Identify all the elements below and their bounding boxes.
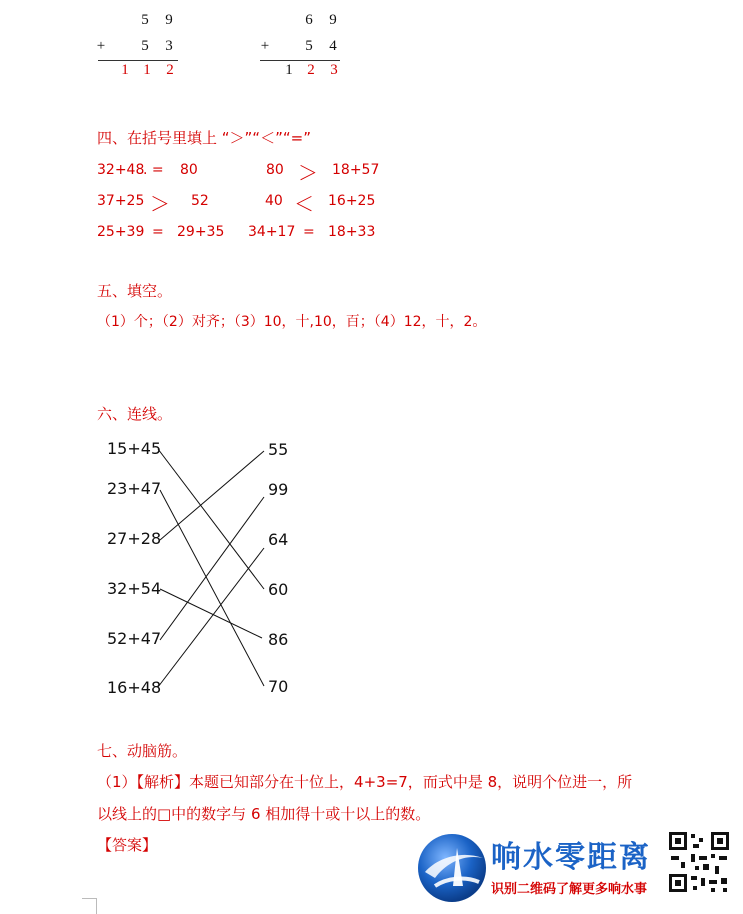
expr: 34+17 bbox=[248, 224, 296, 240]
watermark-subtitle: 识别二维码了解更多响水事 bbox=[491, 882, 648, 897]
right-value: 55 bbox=[268, 440, 289, 459]
watermark-title: 响水零距离 bbox=[491, 840, 651, 875]
plus-sign: + bbox=[260, 38, 270, 54]
op: ＞ bbox=[150, 192, 170, 216]
match-line bbox=[160, 589, 262, 638]
expr: 37+25 bbox=[97, 193, 145, 209]
right-value: 60 bbox=[268, 580, 289, 599]
digit: 2 bbox=[307, 62, 315, 78]
digit: 6 bbox=[305, 12, 313, 28]
match-line bbox=[158, 548, 264, 687]
expr: 40 bbox=[265, 193, 283, 209]
page-corner-mark bbox=[96, 898, 97, 914]
op: ＞ bbox=[298, 161, 318, 185]
left-expr: 16+48 bbox=[107, 678, 162, 697]
digit: 4 bbox=[329, 38, 337, 54]
expr: 18+33 bbox=[328, 224, 376, 240]
left-expr: 32+54 bbox=[107, 579, 162, 598]
expr: 80 bbox=[180, 162, 198, 178]
right-value: 86 bbox=[268, 630, 289, 649]
op: = bbox=[152, 224, 164, 240]
digit: 5 bbox=[141, 38, 149, 54]
digit: 3 bbox=[165, 38, 173, 54]
left-expr: 15+45 bbox=[107, 439, 162, 458]
section5-answer: （1）个；（2）对齐；（3）10，十,10，百；（4）12，十，2。 bbox=[97, 314, 487, 330]
digit: 1 bbox=[285, 62, 293, 78]
digit: 1 bbox=[121, 62, 129, 78]
watermark bbox=[413, 828, 743, 908]
page-corner-mark bbox=[82, 898, 96, 899]
section6-heading: 六、连线。 bbox=[97, 405, 173, 423]
digit: 3 bbox=[330, 62, 338, 78]
op: ＜ bbox=[294, 192, 314, 216]
right-value: 64 bbox=[268, 530, 289, 549]
op: . = bbox=[143, 162, 164, 178]
match-line bbox=[160, 451, 264, 540]
section7-heading: 七、动脑筋。 bbox=[97, 742, 188, 760]
answer-label: 【答案】 bbox=[97, 836, 158, 854]
qr-code-icon bbox=[667, 830, 731, 894]
section7-line1: （1）【解析】本题已知部分在十位上，4+3=7，而式中是 8，说明个位进一，所 bbox=[97, 773, 633, 791]
logo-icon bbox=[413, 828, 491, 906]
expr: 29+35 bbox=[177, 224, 225, 240]
expr: 32+48 bbox=[97, 162, 145, 178]
match-line bbox=[160, 490, 264, 686]
digit: 1 bbox=[143, 62, 151, 78]
left-expr: 27+28 bbox=[107, 529, 162, 548]
expr: 18+57 bbox=[332, 162, 380, 178]
digit: 9 bbox=[329, 12, 337, 28]
expr: 52 bbox=[191, 193, 209, 209]
section5-heading: 五、填空。 bbox=[97, 282, 173, 300]
digit: 9 bbox=[165, 12, 173, 28]
right-value: 99 bbox=[268, 480, 289, 499]
left-expr: 52+47 bbox=[107, 629, 162, 648]
section4-heading: 四、在括号里填上 “＞”“＜”“=” bbox=[97, 129, 311, 147]
plus-sign: + bbox=[96, 38, 106, 54]
left-expr: 23+47 bbox=[107, 479, 162, 498]
expr: 25+39 bbox=[97, 224, 145, 240]
op: = bbox=[303, 224, 315, 240]
digit: 5 bbox=[305, 38, 313, 54]
digit: 2 bbox=[166, 62, 174, 78]
expr: 80 bbox=[266, 162, 284, 178]
section7-line2: 以线上的□中的数字与 6 相加得十或十以上的数。 bbox=[97, 805, 431, 823]
right-value: 70 bbox=[268, 677, 289, 696]
digit: 5 bbox=[141, 12, 149, 28]
expr: 16+25 bbox=[328, 193, 376, 209]
